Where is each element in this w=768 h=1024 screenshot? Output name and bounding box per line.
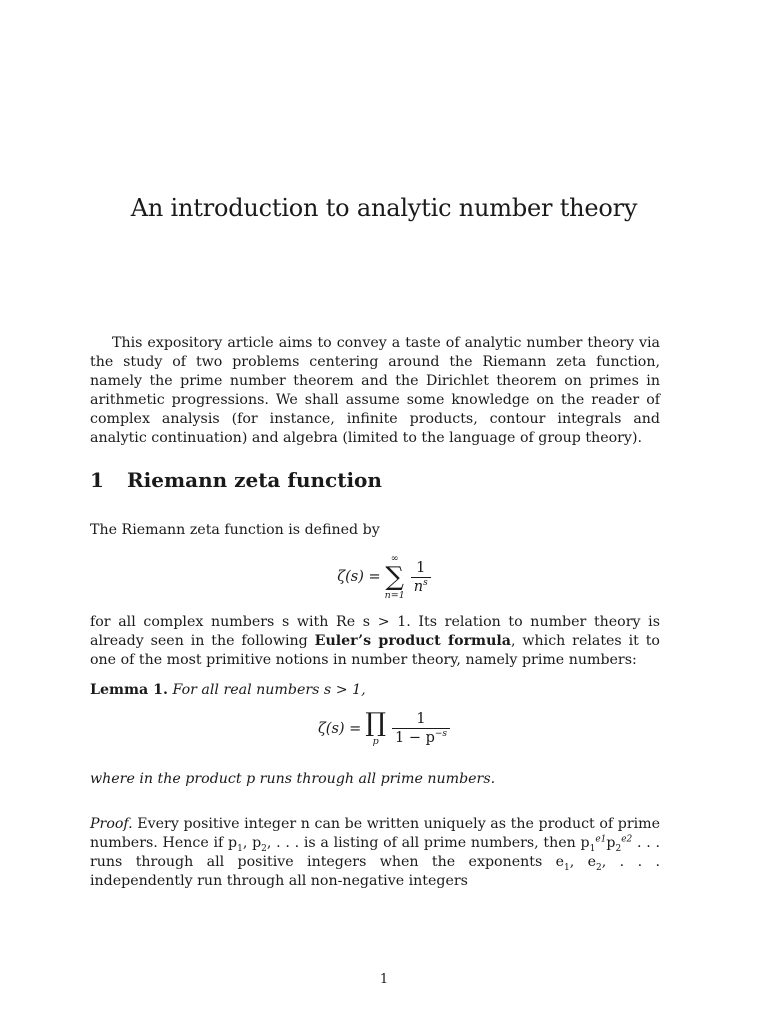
lemma-text: For all real numbers s > 1,: [172, 682, 366, 698]
proof-text: integers when the exponents e: [307, 854, 565, 870]
exponent-index: 2: [626, 834, 633, 845]
exponent-base: e: [595, 834, 601, 845]
denominator-base: n: [413, 578, 424, 595]
lemma-statement: [90, 681, 660, 700]
section-number: 1: [90, 468, 104, 492]
exponent-index: 1: [600, 834, 607, 845]
fraction-denominator: [392, 728, 450, 746]
section-title: Riemann zeta function: [127, 468, 382, 492]
product: [365, 710, 386, 747]
proof-text: p: [606, 835, 616, 851]
proof-text: , . . . is a listing of all prime numbers, then p: [266, 835, 590, 851]
subscript: 1: [237, 843, 243, 854]
denominator-exponent: −s: [434, 729, 448, 740]
lemma-label: Lemma 1.: [90, 682, 168, 698]
lemma-tail: where in the product p runs through all prime numbers.: [90, 771, 496, 787]
subscript: 1: [564, 862, 570, 873]
intro-sentence: The Riemann zeta function is defined by: [90, 522, 380, 538]
abstract: This expository article aims to convey a taste of analytic number theory via the study of two problems centering around the Riemann zeta function, namely the prime number theorem and the Dirichlet theorem on primes in arithmetic progressions. We shall assume some knowledge on the reader of complex analysis (for instance, infinite products, contour integrals and analytic continuation) and algebra (limited to the language of group theory).: [90, 335, 660, 446]
paragraph-text: for all complex numbers s with Re s > 1. Its relation to number theory is already seen in the following: [90, 614, 660, 649]
subscript: 2: [261, 843, 267, 854]
proof-text: Every positive integer n can be written uniquely as the product of prime numbers.: [90, 816, 660, 851]
euler-product-equation: [0, 710, 768, 760]
section-heading: [90, 468, 382, 492]
proof-paragraph: [90, 815, 660, 891]
fraction: [392, 711, 450, 746]
superscript: [621, 834, 632, 844]
subscript: 2: [596, 862, 602, 873]
fraction: [411, 560, 431, 595]
proof-text: , . . . independently run through all non-negative integers: [90, 854, 660, 889]
denominator-base: 1 − p: [395, 730, 435, 746]
paper-title: An introduction to analytic number theory: [130, 194, 638, 222]
proof-text: , p: [242, 835, 262, 851]
equation-lhs: ζ(s) =: [317, 720, 362, 737]
product-symbol: ∏: [365, 708, 387, 738]
product-index: p: [372, 736, 379, 747]
proof-label: Proof.: [90, 816, 133, 832]
subscript: 1: [589, 843, 596, 854]
superscript: [595, 834, 606, 844]
proof-text: . . . runs through all positive: [90, 835, 660, 870]
fraction-numerator: 1: [416, 711, 426, 727]
paragraph-euler: [90, 613, 660, 670]
fraction-denominator: [411, 577, 431, 595]
sum-symbol: ∑: [385, 562, 404, 592]
subscript: 2: [615, 843, 622, 854]
zeta-definition-equation: [0, 553, 768, 603]
sum-lower-limit: n=1: [384, 590, 405, 601]
sum-upper-limit: ∞: [390, 553, 399, 564]
denominator-exponent: s: [423, 577, 428, 588]
proof-text: , e: [569, 854, 597, 870]
equation-lhs: ζ(s) =: [337, 569, 381, 585]
proof-text: Hence if p: [162, 835, 238, 851]
fraction-numerator: 1: [416, 559, 426, 576]
exponent-base: e: [621, 834, 627, 845]
page-number: 1: [379, 972, 389, 987]
euler-product-formula-term: Euler’s product formula: [314, 633, 511, 649]
summation: [385, 553, 405, 601]
paragraph-text: , which relates it to one of the most primitive notions in number theory, namely prime numbers:: [90, 633, 660, 668]
